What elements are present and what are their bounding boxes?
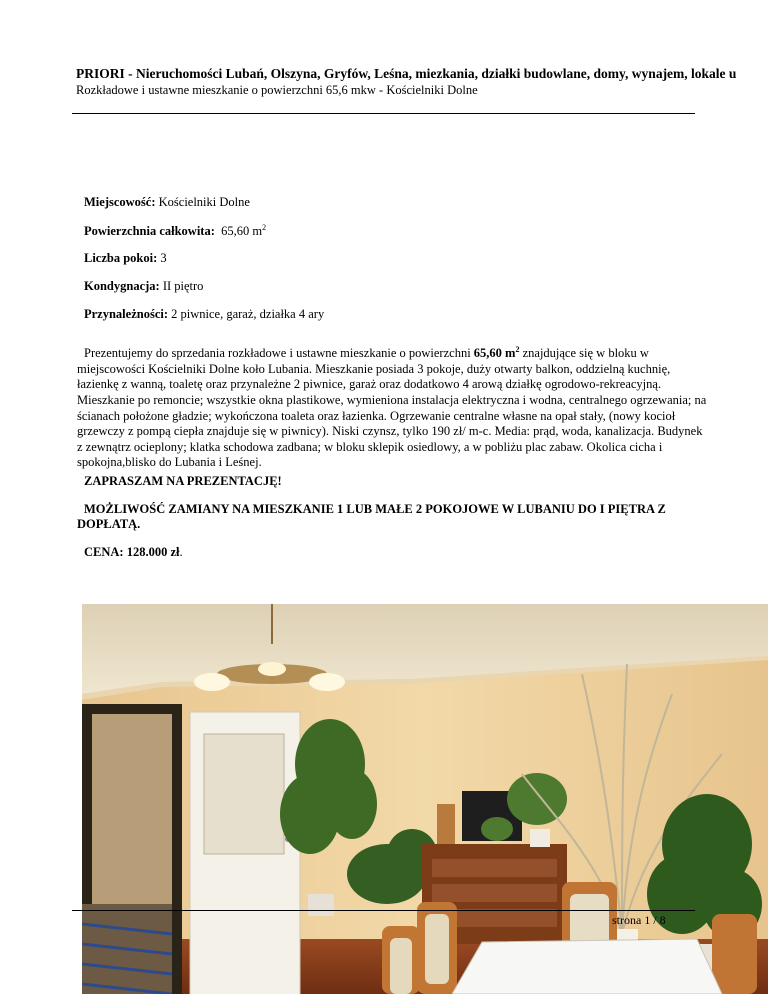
field-area-unit: 2 (262, 223, 267, 232)
header-divider (72, 113, 695, 114)
field-rooms (84, 251, 167, 266)
field-location-value: Kościelniki Dolne (158, 195, 250, 209)
page-header-title: PRIORI - Nieruchomości Lubań, Olszyna, Gryfów, Leśna, miezkania, działki budowlane, domy, wynajem, lokale u (76, 66, 737, 81)
field-floor-label: Kondygnacja: (84, 279, 160, 293)
description-area-bold: 65,60 m (473, 346, 516, 361)
price-tail: . (179, 545, 183, 559)
invite-text: ZAPRASZAM NA PREZENTACJĘ! (84, 474, 282, 488)
exchange-offer: MOŻLIWOŚĆ ZAMIANY NA MIESZKANIE 1 LUB MAŁE 2 POKOJOWE W LUBANIU DO I PIĘTRA Z DOPŁATĄ. (77, 502, 666, 531)
field-area-value: 65,60 m (221, 224, 263, 239)
description-area-sup: 2 (515, 345, 520, 354)
field-extras-value: 2 piwnice, garaż, działka 4 ary (171, 307, 325, 321)
field-rooms-value: 3 (160, 251, 167, 265)
field-floor (84, 279, 203, 294)
price (84, 545, 183, 560)
field-extras-label: Przynależności: (84, 307, 169, 321)
property-description (77, 342, 707, 471)
description-part2: znajdujące się w bloku w miejscowości Kościelniki Dolne koło Lubania. Mieszkanie posiada 3 pokoje, duży otwarty balkon, oddzielną kuchnię, łazienkę z wanną, toaletę oraz przynależne 2 piwnice, garaż oraz dodatkowo 4 arową działkę ogrodowo-rekreacyjną. Mieszkanie po remoncie; wszystkie okna plastikowe, wymieniona instalacja elektryczna i wodna, centralnego ogrzewania; na ścianach położone gładzie; wykończona toaleta oraz łazienka. Ogrzewanie centralne własne na opał stały, (nowy kocioł grzewczy z pompą ciepła znajduje się w piwnicy). Niski czynsz, tylko 190 zł/ m-c. Media: prąd, woda, kanalizacja. Budynek z zewnątrz ocieplony; klatka schodowa zadbana; w bloku sklepik osiedlowy, a w pobliżu plac zabaw. Okolica cicha i spokojna,blisko do Lubania i Leśnej. (77, 346, 707, 470)
field-extras (84, 307, 324, 322)
footer-divider (72, 910, 695, 911)
price-value: CENA: 128.000 zł (84, 545, 180, 559)
page-number: strona 1 / 8 (612, 913, 666, 927)
field-area-label: Powierzchnia całkowita: (84, 224, 215, 239)
page-header-subtitle: Rozkładowe i ustawne mieszkanie o powierzchni 65,6 mkw - Kościelniki Dolne (76, 83, 478, 97)
field-area (84, 223, 266, 239)
field-floor-value: II piętro (162, 279, 204, 293)
description-part1: Prezentujemy do sprzedania rozkładowe i ustawne mieszkanie o powierzchni (84, 346, 474, 361)
apartment-photo (82, 604, 768, 994)
field-rooms-label: Liczba pokoi: (84, 251, 158, 265)
field-location (84, 195, 250, 210)
field-location-label: Miejscowość: (84, 195, 156, 209)
